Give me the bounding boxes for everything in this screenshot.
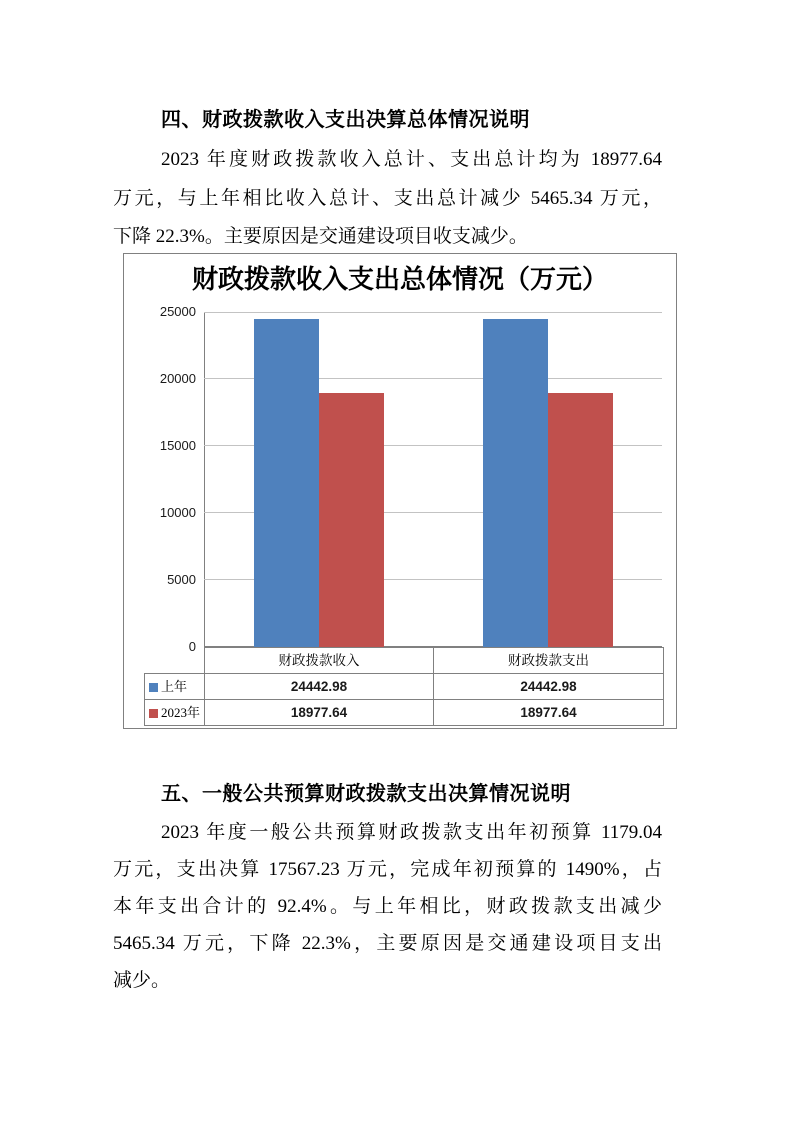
bar-series1-cat2 bbox=[483, 319, 548, 647]
legend-swatch-icon bbox=[149, 709, 158, 718]
section4-line-3: 下降 22.3%。主要原因是交通建设项目收支减少。 bbox=[113, 226, 528, 247]
legend-swatch-icon bbox=[149, 683, 158, 692]
legend-label: 2023年 bbox=[161, 704, 201, 720]
legend-item bbox=[145, 674, 205, 700]
data-value: 18977.64 bbox=[434, 700, 664, 726]
section4-line-1: 2023 年度财政拨款收入总计、支出总计均为 18977.64 bbox=[161, 149, 662, 170]
bar-series1-cat1 bbox=[254, 319, 319, 647]
chart-title: 财政拨款收入支出总体情况（万元） bbox=[191, 265, 608, 294]
section4-line-2: 万元，与上年相比收入总计、支出总计减少 5465.34 万元， bbox=[113, 188, 662, 209]
y-tick-label: 10000 bbox=[159, 505, 196, 520]
data-value: 24442.98 bbox=[434, 674, 664, 700]
chart-data-table bbox=[144, 647, 664, 726]
category-label: 财政拨款收入 bbox=[205, 648, 434, 674]
plot-area bbox=[204, 312, 662, 647]
gridline bbox=[204, 312, 662, 313]
bar-series2-cat2 bbox=[548, 393, 613, 647]
y-tick-label: 0 bbox=[188, 639, 196, 654]
legend-label: 上年 bbox=[161, 678, 188, 694]
section5-line-5: 减少。 bbox=[113, 970, 171, 991]
y-tick-label: 5000 bbox=[167, 572, 196, 587]
section5-line-3: 本年支出合计的 92.4%。与上年相比，财政拨款支出减少 bbox=[113, 896, 662, 917]
data-table-corner bbox=[145, 648, 205, 674]
section5-line-1: 2023 年度一般公共预算财政拨款支出年初预算 1179.04 bbox=[161, 822, 662, 843]
bar-chart bbox=[123, 253, 677, 729]
bar-series2-cat1 bbox=[319, 393, 384, 647]
section5-heading: 五、一般公共预算财政拨款支出决算情况说明 bbox=[161, 783, 571, 805]
section5-line-2: 万元，支出决算 17567.23 万元，完成年初预算的 1490%，占 bbox=[113, 859, 662, 880]
data-value: 18977.64 bbox=[205, 700, 434, 726]
section5-line-4: 5465.34 万元，下降 22.3%，主要原因是交通建设项目支出 bbox=[113, 933, 662, 954]
legend-item bbox=[145, 700, 205, 726]
data-value: 24442.98 bbox=[205, 674, 434, 700]
y-tick-label: 20000 bbox=[159, 371, 196, 386]
y-tick-label: 15000 bbox=[159, 438, 196, 453]
section4-heading: 四、财政拨款收入支出决算总体情况说明 bbox=[161, 109, 530, 131]
category-label: 财政拨款支出 bbox=[434, 648, 664, 674]
y-tick-label: 25000 bbox=[159, 304, 196, 319]
